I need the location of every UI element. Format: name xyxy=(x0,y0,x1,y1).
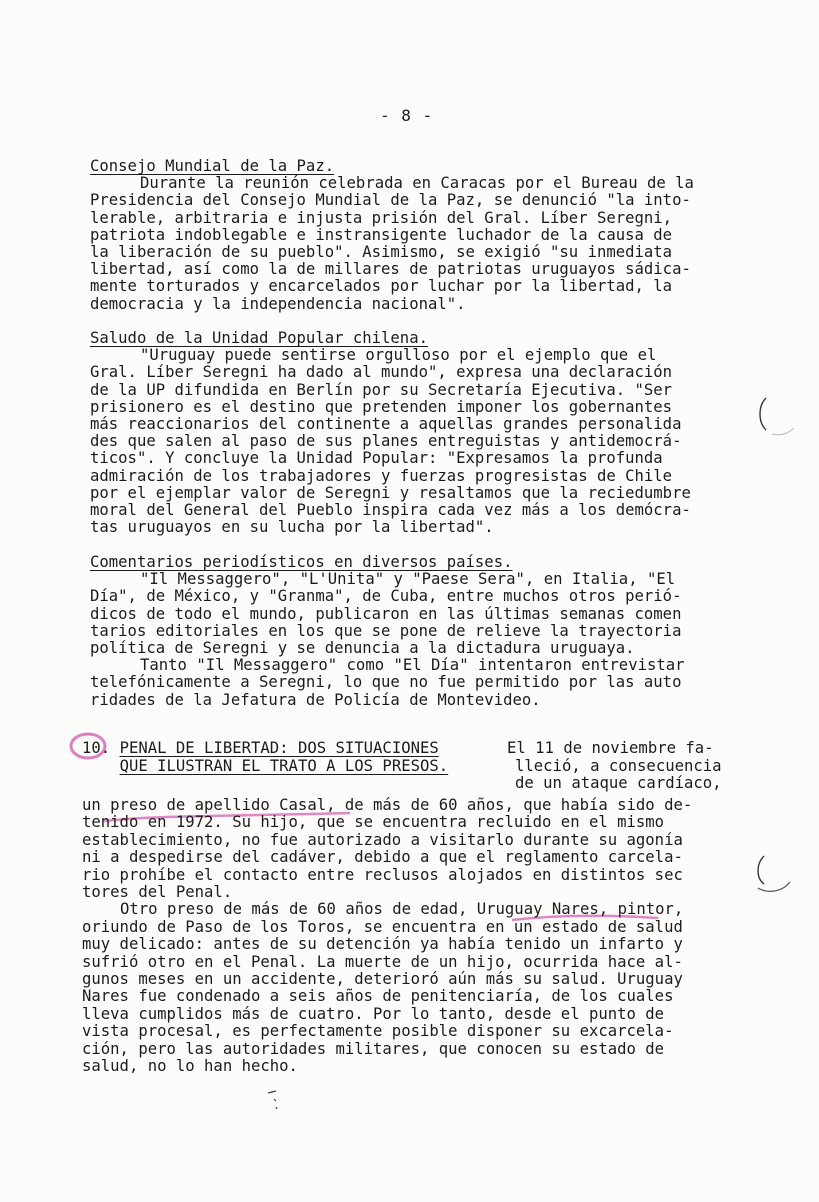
paragraph-line: ni a despedirse del cadáver, debido a que el reglamento carcela- xyxy=(82,848,683,867)
paragraph-line: prisionero es el destino que pretenden imponer los gobernantes xyxy=(90,397,673,416)
paragraph-line: política de Seregni y se denuncia a la dictadura uruguaya. xyxy=(90,639,635,658)
section-10-heading xyxy=(82,740,448,775)
paragraph-line: Durante la reunión celebrada en Caracas por el Bureau de la xyxy=(140,174,694,193)
paragraph-line: la liberación de su pueblo". Asimismo, se exigió "su inmediata xyxy=(90,243,673,262)
paragraph-line: El 11 de noviembre fa- xyxy=(507,739,714,757)
paragraph-line: rio prohíbe el contacto entre reclusos alojados en distintos sec xyxy=(82,865,683,884)
paragraph-line: Día", de México, y "Granma", de Cuba, entre muchos otros perió- xyxy=(90,587,682,606)
paragraph-line: patriota indoblegable e instransigente luchador de la causa de xyxy=(90,225,673,244)
paragraph-line: democracia y la independencia nacional". xyxy=(90,294,466,313)
paragraph-line: tarios editoriales en los que se pone de relieve la trayectoria xyxy=(90,621,682,640)
section-heading-line: QUE ILUSTRAN EL TRATO A LOS PRESOS. xyxy=(119,756,449,775)
section-heading: Consejo Mundial de la Paz. xyxy=(90,157,335,175)
paragraph-line: ción, pero las autoridades militares, que conocen su estado de xyxy=(82,1039,665,1058)
paragraph-line: tenido en 1972. Su hijo, que se encuentra recluido en el mismo xyxy=(82,813,665,832)
paragraph-line: libertad, así como la de millares de patriotas uruguayos sádica- xyxy=(90,260,691,279)
section-consejo-mundial xyxy=(90,158,762,313)
paragraph-line: Presidencia del Consejo Mundial de la Paz, se denunció "la into- xyxy=(90,191,691,210)
section-10-body xyxy=(82,797,762,1076)
section-10-intro xyxy=(507,740,722,793)
paragraph-line: mente torturados y encarcelados por luchar por la libertad, la xyxy=(90,277,673,296)
paragraph-line: "Il Messaggero", "L'Unita" y "Paese Sera", en Italia, "El xyxy=(140,570,676,589)
paragraph-line: un preso de apellido Casal, de más de 60 años, que había sido de- xyxy=(82,796,693,814)
paragraph-line: sufrió otro en el Penal. La muerte de un hijo, ocurrida hace al- xyxy=(82,952,683,971)
paragraph-line: de un ataque cardíaco, xyxy=(515,774,722,793)
paragraph-line: ticos". Y concluye la Unidad Popular: "Expresamos la profunda xyxy=(90,449,663,468)
paragraph-line: telefónicamente a Seregni, lo que no fue permitido por las auto xyxy=(90,673,682,692)
section-unidad-popular xyxy=(90,330,762,536)
paragraph-line: tas uruguayos en su lucha por la libertad". xyxy=(90,518,494,537)
paragraph-line: tores del Penal. xyxy=(82,883,233,902)
punch-hole-mark-upper xyxy=(752,394,798,438)
paragraph-line: gunos meses en un accidente, deterioró aún más su salud. Uruguay xyxy=(82,970,683,989)
paragraph-line: lerable, arbitraria e injusta prisión del Gral. Líber Seregni, xyxy=(90,208,673,227)
paragraph-line: ridades de la Jefatura de Policía de Montevideo. xyxy=(90,690,541,709)
section-comentarios xyxy=(90,554,762,709)
paragraph-line: Gral. Líber Seregni ha dado al mundo", expresa una declaración xyxy=(90,363,673,382)
paragraph-line: más reaccionarios del continente a aquellas grandes personalida xyxy=(90,415,682,434)
paragraph-line: Otro preso de más de 60 años de edad, Uruguay Nares, pintor, xyxy=(120,900,684,919)
section-heading-line: PENAL DE LIBERTAD: DOS SITUACIONES xyxy=(119,739,439,757)
paragraph-line: "Uruguay puede sentirse orgulloso por el ejemplo que el xyxy=(140,346,657,365)
paragraph-line: muy delicado: antes de su detención ya había tenido un infarto y xyxy=(82,935,683,954)
paragraph-line: lleció, a consecuencia xyxy=(515,756,722,775)
paragraph-line: oriundo de Paso de los Toros, se encuentra en un estado de salud xyxy=(82,917,683,936)
paragraph-line: lleva cumplidos más de cuatro. Por lo tanto, desde el punto de xyxy=(82,1004,665,1023)
paragraph-line: Nares fue condenado a seis años de penitenciaría, de los cuales xyxy=(82,987,674,1006)
paragraph-line: moral del General del Pueblo inspira cada vez más a los demócra- xyxy=(90,501,691,520)
paragraph-line: dicos de todo el mundo, publicaron en las últimas semanas comen xyxy=(90,604,682,623)
section-number: 10. xyxy=(82,739,111,757)
paragraph-line: vista procesal, es perfectamente posible disponer su excarcela- xyxy=(82,1022,674,1041)
paragraph-line: establecimiento, no fue autorizado a visitarlo durante su agonía xyxy=(82,830,683,849)
paragraph-line: de la UP difundida en Berlín por su Secretaría Ejecutiva. "Ser xyxy=(90,380,673,399)
page-number: - 8 - xyxy=(380,106,434,125)
paragraph-line: por el ejemplar valor de Seregni y resaltamos que la reciedumbre xyxy=(90,483,691,502)
paragraph-line: salud, no lo han hecho. xyxy=(82,1057,298,1076)
paragraph-line: admiración de los trabajadores y fuerzas progresistas de Chile xyxy=(90,466,673,485)
punch-hole-mark-lower xyxy=(752,852,798,898)
section-heading: Comentarios periodísticos en diversos países. xyxy=(90,553,513,571)
stray-ink-mark xyxy=(264,1087,284,1113)
paragraph-line: Tanto "Il Messaggero" como "El Día" intentaron entrevistar xyxy=(140,656,685,675)
paragraph-line: des que salen al paso de sus planes entreguistas y antidemocrá- xyxy=(90,432,682,451)
section-heading: Saludo de la Unidad Popular chilena. xyxy=(90,329,428,347)
